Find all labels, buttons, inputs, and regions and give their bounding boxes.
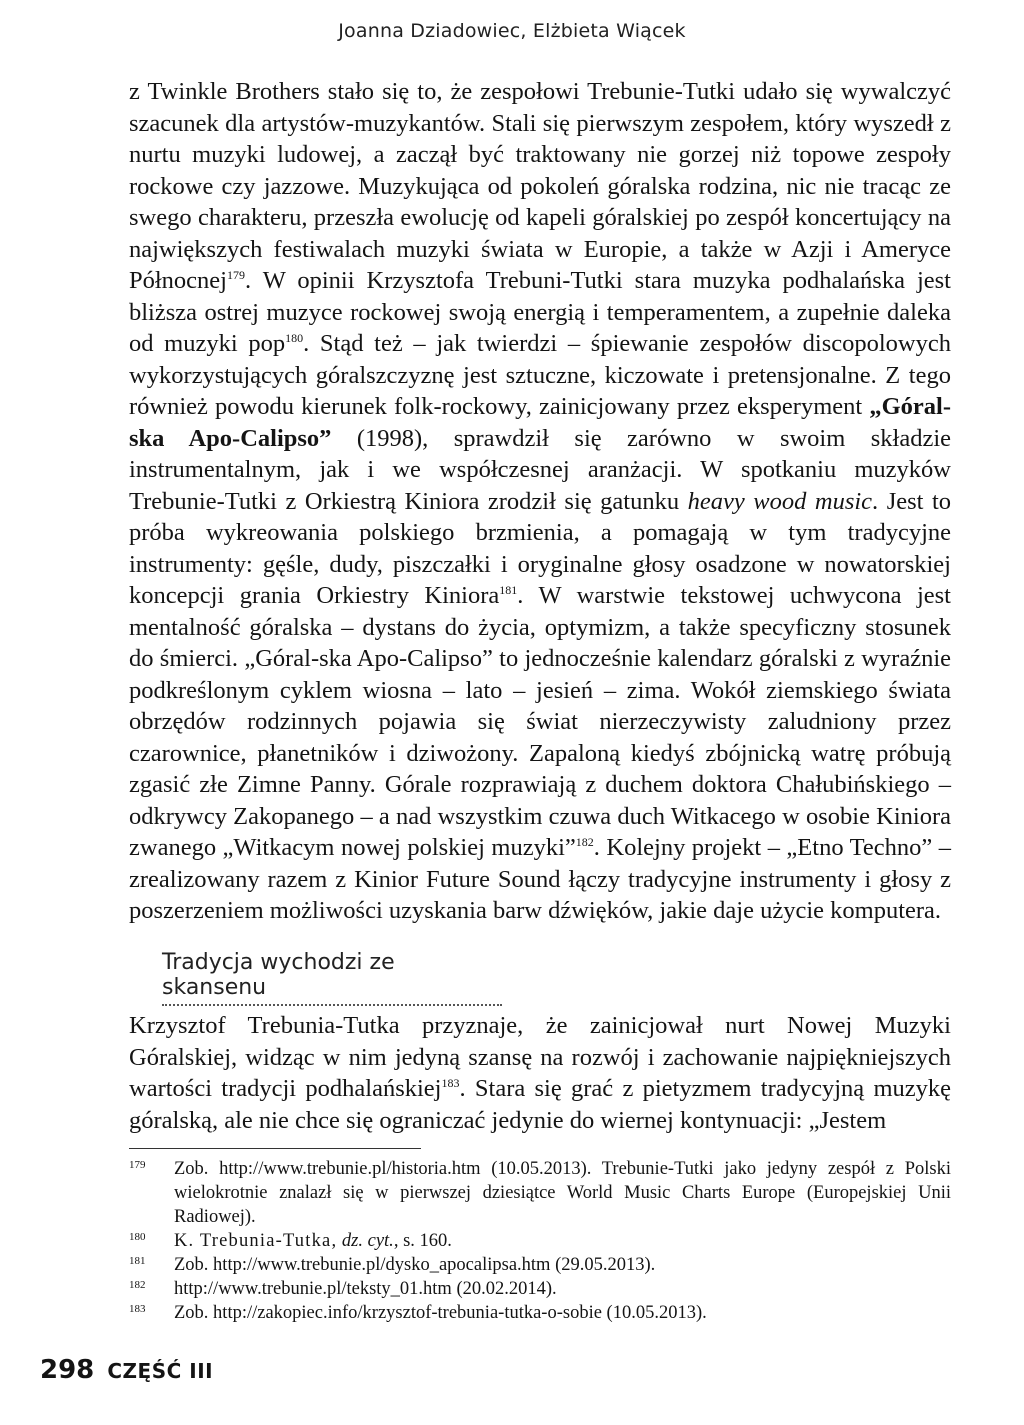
footnote-182 xyxy=(129,1277,951,1301)
footnote-text: Zob. http://zakopiec.info/krzysztof-trebunia-tutka-o-sobie (10.05.2013). xyxy=(174,1303,707,1323)
page-number: 298 xyxy=(40,1355,95,1385)
section-heading: Tradycja wychodzi ze skansenu xyxy=(162,950,502,1006)
section-text-segment: . Stara się grać z pietyzmem tradycyjną muzykę góralską, ale nie chce się ograniczać jedynie do wiernej kontynuacji: „Jestem xyxy=(129,1075,952,1134)
footnote-divider xyxy=(129,1148,421,1149)
footnote-ref-180[interactable]: 180 xyxy=(285,330,304,345)
footnote-179 xyxy=(129,1157,951,1229)
section-text-segment: Krzysztof Trebunia-Tutka przyznaje, że zainicjował nurt Nowej Muzyki Góralskiej, widząc w nim jedyną szansę na rozwój i zachowanie najpiękniejszych wartości tradycji podhalańskiej xyxy=(129,1012,951,1102)
section-paragraph xyxy=(129,1010,951,1136)
footnote-180 xyxy=(129,1229,951,1253)
footnote-text: http://www.trebunie.pl/teksty_01.htm (20.02.2014). xyxy=(174,1279,557,1299)
footnote-181 xyxy=(129,1253,951,1277)
footnote-183 xyxy=(129,1301,951,1325)
body-text-segment: . W opinii Krzysztofa Trebuni-Tutki stara muzyka podhalańska jest bliższa ostrej muzyce rockowej swoją energią i temperamentem, a zupełnie daleka od muzyki pop xyxy=(129,267,951,357)
footnote-number: 180 xyxy=(129,1231,146,1243)
footnote-ref-182[interactable]: 182 xyxy=(575,834,594,849)
body-text-segment: . Kolejny projekt – „Etno Techno” – zrealizowany razem z Kinior Future Sound łączy tradycyjne instrumenty i głosy z poszerzeniem możliwości uzyskania barw dźwięków, jakie daje użycie komputera. xyxy=(129,834,951,924)
genre-term-italic: heavy wood music xyxy=(687,487,873,515)
body-text-segment: . W warstwie tekstowej uchwycona jest mentalność góralska – dystans do życia, optymizm, a także specyficzny stosunek do śmierci. „Góral-ska Apo-Calipso” to jednocześnie kalendarz góralski z wyraźnie podkreślonym cyklem wiosna – lato – jesień – zima. Wokół ziemskiego świata obrzędów rodzinnych pojawia się świat nierzeczywisty zaludniony przez czarownice, płanetników i dziwożony. Zapaloną kiedyś zbójnicką watrę próbują zgasić złe Zimne Panny. Górale rozprawiają z duchem doktora Chałubińskiego – odkrywcy Zakopanego – a nad wszystkim czuwa duch Witkacego w osobie Kiniora zwanego „Witkacym nowej polskiej muzyki” xyxy=(129,582,951,861)
body-text-segment: . Stąd też – jak twierdzi – śpiewanie zespołów discopolowych wykorzystujących góralszczyznę jest sztuczne, kiczowate i pretensjonalne. Z tego również powodu kierunek folk-rockowy, zainicjowany przez eksperyment xyxy=(129,330,951,420)
footnote-text: Zob. http://www.trebunie.pl/dysko_apocalipsa.htm (29.05.2013). xyxy=(174,1255,656,1275)
page-footer xyxy=(40,1355,213,1385)
body-text-segment: z Twinkle Brothers stało się to, że zespołowi Trebunie-Tutki udało się wywalczyć szacunek dla artystów-muzykantów. Stali się pierwszym zespołem, który wyszedł z nurtu muzyki ludowej, a zaczął być traktowany nie gorzej niż topowe zespoły rockowe czy jazzowe. Muzykująca od pokoleń góralska rodzina, nic nie tracąc ze swego charakteru, przeszła ewolucję od kapeli góralskiej po zespół koncertujący na największych festiwalach muzyki świata w Europie, a także w Azji i Ameryce Północnej xyxy=(129,78,951,294)
footnote-ref-183[interactable]: 183 xyxy=(441,1075,460,1090)
footnote-text: Zob. http://www.trebunie.pl/historia.htm (10.05.2013). Trebunie-Tutki jako jedyny zespół z Polski wielokrotnie znalazł się w pierwszej dziesiątce World Music Charts Europe (Europejskiej Unii Radiowej). xyxy=(174,1159,951,1227)
footnote-author: K. Trebunia-Tutka, xyxy=(174,1231,338,1251)
footnote-number: 181 xyxy=(129,1255,146,1267)
body-text-segment: (1998), sprawdził się zarówno w swoim składzie instrumentalnym, jak i we współczesnej aranżacji. W spotkaniu muzyków Trebunie-Tutki z Orkiestrą Kiniora zrodził się gatunku xyxy=(129,424,951,515)
footnotes-list xyxy=(129,1157,951,1325)
album-title-bold: „Góral-ska Apo-Calipso” xyxy=(129,393,951,452)
footnote-page: , s. 160. xyxy=(393,1231,452,1251)
body-text-segment: . Jest to próba wykreowania polskiego brzmienia, a pomagają w tym tradycyjne instrumenty: gęśle, dudy, piszczałki i oryginalne głosy osadzone w nowatorskiej koncepcji grania Orkiestry Kiniora xyxy=(129,487,952,609)
part-label: CZĘŚĆ III xyxy=(107,1359,214,1383)
body-paragraph xyxy=(129,76,951,927)
running-head: Joanna Dziadowiec, Elżbieta Wiącek xyxy=(338,20,686,42)
footnote-number: 182 xyxy=(129,1279,146,1291)
footnote-ref-181[interactable]: 181 xyxy=(499,582,518,597)
footnote-number: 179 xyxy=(129,1159,146,1171)
footnote-number: 183 xyxy=(129,1303,146,1315)
footnote-op-cit: dz. cyt. xyxy=(341,1231,394,1251)
footnote-ref-179[interactable]: 179 xyxy=(227,267,245,282)
